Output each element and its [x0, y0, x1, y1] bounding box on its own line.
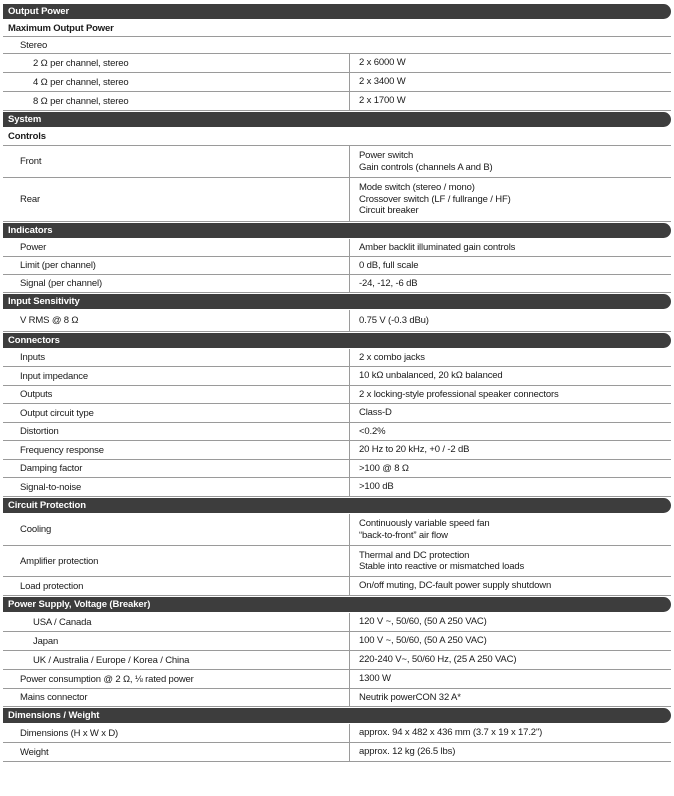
spec-value-line: >100 dB: [359, 481, 394, 493]
spec-label: Power consumption @ 2 Ω, ⅛ rated power: [20, 673, 194, 685]
section-header-output-power: Output Power: [3, 4, 671, 19]
spec-row: [3, 632, 671, 651]
spec-row: [3, 146, 671, 178]
spec-value: [349, 404, 671, 422]
spec-value-line: 20 Hz to 20 kHz, +0 / -2 dB: [359, 444, 470, 456]
spec-row: [3, 423, 671, 441]
spec-value-line: 0.75 V (-0.3 dBu): [359, 314, 429, 326]
spec-value-line: Class-D: [359, 407, 392, 419]
spec-row: [3, 92, 671, 111]
spec-row: [3, 349, 671, 367]
spec-value-line: Continuously variable speed fan: [359, 518, 490, 529]
spec-row: [3, 404, 671, 423]
spec-label: Signal-to-noise: [20, 481, 82, 493]
spec-value-line: 2 x combo jacks: [359, 351, 425, 363]
spec-row: [3, 514, 671, 546]
spec-value: [349, 257, 671, 274]
section-header-dimensions-weight: Dimensions / Weight: [3, 708, 671, 723]
spec-value: [349, 73, 671, 91]
spec-label: Load protection: [20, 580, 84, 592]
spec-value-line: 120 V ~, 50/60, (50 A 250 VAC): [359, 616, 487, 628]
spec-label: Inputs: [20, 352, 45, 363]
spec-label: Japan: [33, 635, 59, 647]
spec-value: [349, 724, 671, 742]
spec-value: [349, 349, 671, 366]
spec-label: 8 Ω per channel, stereo: [33, 95, 129, 107]
spec-value: [349, 514, 671, 545]
spec-row: [3, 478, 671, 497]
section-header-system: System: [3, 112, 671, 127]
spec-row: [3, 577, 671, 596]
group-label: Stereo: [3, 37, 671, 54]
spec-value-line: Mode switch (stereo / mono): [359, 182, 475, 194]
spec-label: Front: [20, 156, 42, 167]
spec-label: Signal (per channel): [20, 278, 103, 289]
spec-value-line: 2 x 6000 W: [359, 57, 406, 69]
spec-row: [3, 386, 671, 404]
section-header-circuit-protection: Circuit Protection: [3, 498, 671, 513]
spec-label: 2 Ω per channel, stereo: [33, 57, 129, 69]
spec-label: Cooling: [20, 524, 52, 535]
spec-value-line: 1300 W: [359, 673, 391, 685]
spec-value: [349, 743, 671, 761]
spec-label: Rear: [20, 194, 40, 205]
spec-label: Frequency response: [20, 444, 104, 456]
spec-value-line: Crossover switch (LF / fullrange / HF): [359, 193, 511, 205]
spec-label: Mains connector: [20, 692, 88, 703]
spec-value-line: Gain controls (channels A and B): [359, 161, 493, 173]
spec-value-line: 100 V ~, 50/60, (50 A 250 VAC): [359, 635, 487, 647]
spec-row: [3, 257, 671, 275]
spec-value: [349, 92, 671, 110]
spec-label: Outputs: [20, 389, 53, 400]
spec-row: [3, 73, 671, 92]
spec-row: [3, 239, 671, 257]
spec-label: Dimensions (H x W x D): [20, 727, 119, 739]
spec-sheet: [3, 0, 671, 762]
group-label: Controls: [3, 128, 671, 146]
spec-value: [349, 651, 671, 669]
spec-row: [3, 178, 671, 222]
spec-value-line: Circuit breaker: [359, 205, 419, 217]
spec-label: 4 Ω per channel, stereo: [33, 76, 129, 88]
spec-value-line: On/off muting, DC-fault power supply shutdown: [359, 580, 552, 592]
spec-label: Limit (per channel): [20, 260, 96, 271]
spec-row: [3, 724, 671, 743]
spec-row: [3, 546, 671, 577]
spec-row: [3, 367, 671, 386]
spec-label: Distortion: [20, 426, 59, 437]
spec-label: Amplifier protection: [20, 555, 99, 567]
spec-row: [3, 460, 671, 478]
spec-value: [349, 670, 671, 688]
spec-value: [349, 478, 671, 496]
spec-label: Input impedance: [20, 370, 88, 382]
spec-value-line: Amber backlit illuminated gain controls: [359, 241, 516, 253]
spec-value-line: <0.2%: [359, 425, 386, 437]
spec-value: [349, 632, 671, 650]
spec-value-line: 2 x 3400 W: [359, 76, 406, 88]
spec-value-line: approx. 94 x 482 x 436 mm (3.7 x 19 x 17.2"): [359, 727, 543, 739]
spec-row: [3, 613, 671, 632]
spec-value-line: 0 dB, full scale: [359, 259, 419, 271]
spec-value-line: Neutrik powerCON 32 A*: [359, 691, 461, 703]
spec-value-line: Stable into reactive or mismatched loads: [359, 561, 525, 572]
spec-value: [349, 577, 671, 595]
spec-label: UK / Australia / Europe / Korea / China: [33, 654, 190, 666]
spec-value-line: Power switch: [359, 150, 414, 161]
spec-label: Weight: [20, 746, 49, 758]
spec-label: Damping factor: [20, 463, 83, 474]
spec-value: [349, 54, 671, 72]
spec-row: [3, 743, 671, 762]
spec-value: [349, 386, 671, 403]
spec-value: [349, 275, 671, 292]
spec-row: [3, 689, 671, 707]
spec-value-line: >100 @ 8 Ω: [359, 462, 409, 474]
spec-value-line: -24, -12, -6 dB: [359, 277, 418, 289]
spec-value-line: 2 x locking-style professional speaker connectors: [359, 388, 559, 400]
spec-value: [349, 178, 671, 221]
spec-label: V RMS @ 8 Ω: [20, 315, 79, 326]
spec-label: Power: [20, 242, 47, 253]
spec-value: [349, 367, 671, 385]
spec-row: [3, 54, 671, 73]
spec-value-line: 220-240 V~, 50/60 Hz, (25 A 250 VAC): [359, 654, 517, 666]
spec-row: [3, 670, 671, 689]
spec-value: [349, 546, 671, 576]
spec-value: [349, 146, 671, 177]
spec-value: [349, 239, 671, 256]
spec-value: [349, 423, 671, 440]
spec-value-line: 10 kΩ unbalanced, 20 kΩ balanced: [359, 370, 503, 382]
spec-row: [3, 441, 671, 460]
spec-value: [349, 689, 671, 706]
spec-label: USA / Canada: [33, 616, 92, 628]
spec-value-line: “back-to-front” air flow: [359, 529, 448, 541]
section-header-connectors: Connectors: [3, 333, 671, 348]
spec-value: [349, 441, 671, 459]
spec-row: [3, 275, 671, 293]
spec-value-line: 2 x 1700 W: [359, 95, 406, 107]
spec-value-line: approx. 12 kg (26.5 lbs): [359, 746, 456, 758]
spec-value: [349, 310, 671, 331]
spec-value: [349, 613, 671, 631]
spec-value: [349, 460, 671, 477]
group-label: Maximum Output Power: [3, 20, 671, 37]
spec-value-line: Thermal and DC protection: [359, 549, 470, 561]
section-header-power-supply-voltage-breaker: Power Supply, Voltage (Breaker): [3, 597, 671, 612]
spec-label: Output circuit type: [20, 407, 94, 419]
spec-row: [3, 310, 671, 332]
section-header-indicators: Indicators: [3, 223, 671, 238]
spec-row: [3, 651, 671, 670]
section-header-input-sensitivity: Input Sensitivity: [3, 294, 671, 309]
